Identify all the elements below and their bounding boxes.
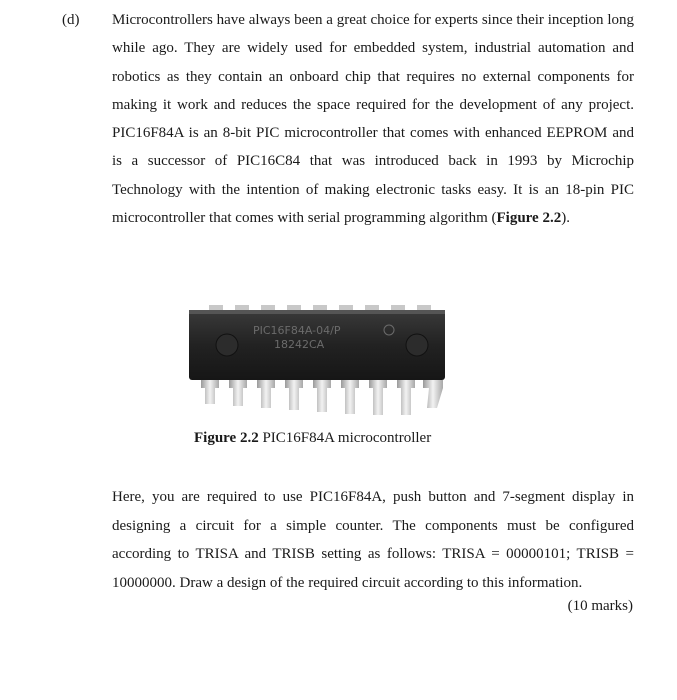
figure-caption-text: PIC16F84A microcontroller	[258, 430, 432, 446]
bottom-pins	[201, 380, 443, 415]
paragraph-1-end: ).	[561, 210, 570, 227]
chip-marking-line-1: PIC16F84A-04/P	[253, 324, 341, 337]
figure-caption-label: Figure 2.2	[194, 430, 259, 446]
top-pins	[209, 305, 431, 310]
question-label: (d)	[62, 12, 80, 28]
chip-figure	[183, 303, 453, 415]
chip-marking-line-2: 18242CA	[274, 338, 325, 351]
question-paragraph-1	[112, 6, 634, 232]
question-paragraph-2: Here, you are required to use PIC16F84A, push button and 7-segment display in designing a circuit for a simple counter. The components must be configured according to TRISA and TRISB setting as follows: TRISA = 00000101; TRISB = 10000000. Draw a design of the required circuit according to this information.	[112, 489, 634, 591]
figure-reference: Figure 2.2	[496, 210, 562, 227]
figure-caption	[194, 428, 431, 448]
marks-allocation: (10 marks)	[567, 598, 633, 614]
paragraph-1-text: Microcontrollers have always been a great choice for experts since their inception long while ago. They are widely used for embedded system, industrial automation and robotics as they contain an onboard chip that requires no external components for making it work and reduces the space required for the development of any project. PIC16F84A is an 8-bit PIC microcontroller that comes with enhanced EEPROM and is a successor of PIC16C84 that was introduced back in 1993 by Microchip Technology with the intention of making electronic tasks easy. It is an 18-pin PIC microcontroller that comes with serial programming algorithm (	[112, 12, 634, 227]
pic16f84a-chip-image	[183, 303, 453, 415]
chip-notch	[216, 334, 238, 356]
